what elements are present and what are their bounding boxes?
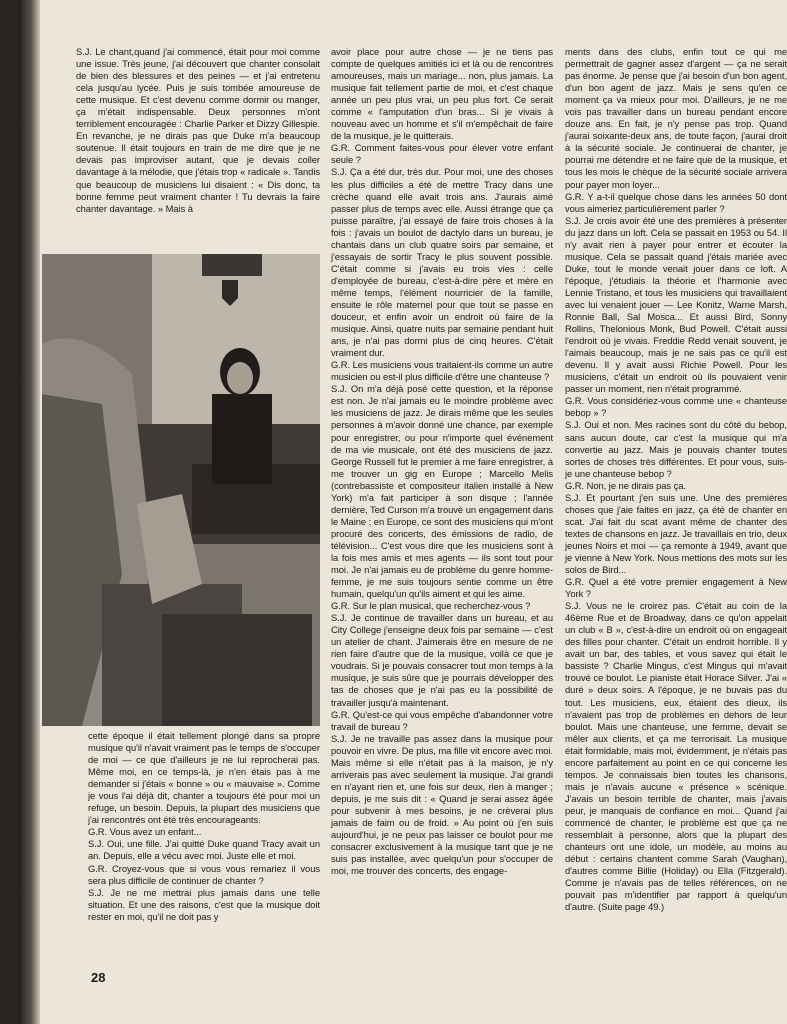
paragraph: G.R. Qu'est-ce qui vous empêche d'abandonner votre travail de bureau ?: [331, 708, 556, 732]
paragraph: S.J. Je crois avoir été une des premières à présenter du jazz dans un loft. Cela se passait en 1953 ou 54. Il n'y avait rien à payer pour entrer et écouter la musique. Cela se passait quand j'étais mariée avec Duke, tout le monde venait jouer dans ce loft. A l'époque, j'étudiais la théorie et l'harmonie avec Lennie Tristano, et tous les musiciens qui travaillaient avec lui venaient jouer — Lee Konitz, Warne Marsh, Ronnie Ball, Sal Mosca... Et aussi Bird, Sonny Rollins, Thelonious Monk, Bud Powell. C'était aussi l'endroit où je vivais. Freddie Redd venait souvent, je l'aimais beaucoup, mais je ne sais pas ce qu'il est devenu. Il y avait aussi Richie Powell. Pour les musiciens, c'était un endroit où ils pouvaient venir passer un moment, rien n'était programmé.: [565, 214, 787, 395]
paragraph: G.R. Sur le plan musical, que recherchez-vous ?: [331, 600, 531, 612]
paragraph: ments dans des clubs, enfin tout ce qui me permettrait de gagner assez d'argent — ça ne serait pas énorme. Je pense que j'ai besoin d'un bon agent, d'un bon agent de jazz. Mais je sens qu'en ce moment ça va mieux pour moi. D'ailleurs, je ne me vois pas travailler dans un bureau pendant encore douze ans. En fait, je n'y pense pas trop. Quand j'aurai soixante-deux ans, de toute façon, j'aurai droit à la sécurité sociale. Je continuerai de chanter, je pourrai me détendre et ne faire que de la musique, et tous les mois le chèque de la sécurité sociale arrivera pour payer mon loyer...: [565, 46, 787, 190]
paragraph: S.J. On m'a déjà posé cette question, et la réponse est non. Je n'ai jamais eu le moindre problème avec les musiciens de jazz. Je dirais même que les seules personnes à m'avoir donné une chance, par exemple pour enregistrer, ou pour n'importe quel événement de ma vie musicale, ont été des musiciens de jazz. George Russell fut le premier à me faire enregistrer, à me trouver un gig en Europe ; Marcello Melis (contrebassiste et compositeur italien installé à New York) m'a fait participer à son disque ; l'année dernière, Ted Curson m'a trouvé un engagement dans le Maine ; en Europe, ce sont des musiciens qui m'ont procuré des concerts, des émissions de radio, de télévision... C'est vous dire que les musiciens sont à la fois mes amis et mes agents — ils sont tout pour moi. Je n'ai jamais eu de problème du genre homme-femme, je me suis toujours sentie comme un être humain, quelqu'un qu'ils aiment et qui les aime.: [331, 383, 556, 600]
paragraph: G.R. Vous considériez-vous comme une « chanteuse bebop » ?: [565, 395, 787, 419]
column-1-top: [76, 46, 323, 215]
paragraph: S.J. Ça a été dur, très dur. Pour moi, une des choses les plus difficiles a été de mettre Tracy dans une crèche quand elle avait trois ans. J'aurais aimé passer plus de temps avec elle. Aussi étrange que ça puisse paraître, j'ai essayé de faire trois choses à la fois : j'avais un boulot de dactylo dans un bureau, je chantais dans un club quatre soirs par semaine, et j'essayais de sortir Tracy le plus souvent possible. C'était comme si j'avais eu trois vies : celle d'employée de bureau, c'est-à-dire père et mère en même temps, l'élément nourricier de la famille, ensuite le rôle maternel pour que tout se passe en douceur, et enfin avoir un endroit où faire de la musique. Ainsi, quatre nuits par semaine pendant huit ans, je n'ai pas dormi plus de cinq heures. C'était vraiment dur.: [331, 166, 556, 359]
paragraph: S.J. Je continue de travailler dans un bureau, et au City College j'enseigne deux fois par semaine — c'est un atelier de chant. J'aimerais être en mesure de ne rien faire d'autre que de la musique, voilà ce que je voudrais. Si je pouvais consacrer tout mon temps à la musique, je suis sûre que je pourrais développer des tas de choses que je n'ai pas eu la possibilité de travailler jusqu'à maintenant.: [331, 612, 556, 708]
paragraph: G.R. Vous avez un enfant...: [88, 826, 202, 838]
paragraph: avoir place pour autre chose — je ne tiens pas compte de quelques amitiés ici et là ou de rencontres amoureuses, mais un mariage... non, plus jamais. La musique fait tellement partie de moi, et c'est chaque année un peu plus vrai, un peu plus fort. Ce serait comme « l'amputation d'un bras... Si je vivais à nouveau avec un homme et s'il m'empêchait de faire de la musique, je le quitterais.: [331, 46, 556, 142]
column-1-bottom: [88, 730, 323, 923]
paragraph: S.J. Vous ne le croirez pas. C'était au coin de la 46ème Rue et de Broadway, dans ce qu'on appelait un club « B », c'est-à-dire un endroit où on engageait des filles pour chanter. C'était un endroit horrible. Il y avait un bar, des tables, et vous savez qui était le bassiste ? Charlie Mingus, c'est Mingus qui m'avait trouvé ce boulot. Le pianiste était Horace Silver. J'ai « duré » deux soirs. A l'époque, je ne buvais pas du tout. Les musiciens, eux, étaient des dieux, ils n'avaient pas trop de problèmes en dehors de leur boulot. Mais une chanteuse, une femme, devait se mêler aux clients, et ça me terrorisait. La musique était formidable, mais moi, évidemment, je n'étais pas encore parfaitement au point en ce qui concerne les tempos. Je connaissais bien toutes les chansons, mais je n'avais aucune « présence » scénique. J'avais un besoin terrible de chanter, mais j'avais peur, je manquais de confiance en moi... Quand j'ai commencé de chanter, le problème est que ça ne ressemblait à personne, alors que la plupart des chanteurs ont une idole, un modèle, au moins au début : certains chantent comme Sarah (Vaughan), d'autres comme Billie (Holiday) ou Ella (Fitzgerald). Comme je n'avais pas de telles références, on ne pouvait pas m'identifier par rapport à quelqu'un d'autre. (Suite page 49.): [565, 600, 787, 913]
paragraph: S.J. Oui, une fille. J'ai quitté Duke quand Tracy avait un an. Depuis, elle a vécu avec moi. Juste elle et moi.: [88, 838, 323, 862]
paragraph: G.R. Comment faites-vous pour élever votre enfant seule ?: [331, 142, 556, 166]
paragraph: G.R. Croyez-vous que si vous vous remariez il vous sera plus difficile de continuer de chanter ?: [88, 862, 323, 886]
column-3: [565, 46, 787, 913]
paragraph: S.J. Oui et non. Mes racines sont du côté du bebop, sans aucun doute, car c'est la musique qui m'a convertie au jazz. Mais je pouvais chanter toutes sortes de choses très différentes. Et pour vous, suis-je une chanteuse bebop ?: [565, 419, 787, 479]
paragraph: cette époque il était tellement plongé dans sa propre musique qu'il n'avait vraiment pas le temps de s'occuper de moi — ce que d'ailleurs je ne lui reprocherai pas. Même moi, en ce temps-là, je n'en étais pas à me demander si j'étais « bonne » ou « mauvaise ». Comme je vous l'ai déjà dit, chanter a toujours été pour moi un refuge, un besoin. Depuis, la plupart des musiciens que j'ai rencontrés ont été très encourageants.: [88, 730, 323, 826]
magazine-page: [18, 0, 787, 1024]
paragraph: S.J. Je ne me mettrai plus jamais dans une telle situation. Et une des raisons, c'est que la musique doit rester en moi, qu'il ne doit pas y: [88, 886, 323, 922]
paragraph: G.R. Les musiciens vous traitaient-ils comme un autre musicien ou est-il plus difficile d'être une chanteuse ?: [331, 359, 556, 383]
paragraph: S.J. Je ne travaille pas assez dans la musique pour pouvoir en vivre. De plus, ma fille vit encore avec moi. Mais même si elle n'était pas à la maison, je n'y arriverais pas avec seulement la musique. J'ai grandi en n'ayant rien et, une fois sur deux, rien à manger ; depuis, je me suis dit : « Quand je serai assez âgée pour subvenir à mes besoins, je ne crèverai plus jamais de faim ou de froid. » Au point où j'en suis aujourd'hui, je ne peux pas laisser ce boulot pour me consacrer exclusivement à la musique tant que je ne suis pas installée, avec quelqu'un pour s'occuper de moi, me trouver des concerts, des engage-: [331, 732, 556, 877]
paragraph: S.J. Le chant,quand j'ai commencé, était pour moi comme une issue. Très jeune, j'ai découvert que chanter consolait de bien des blessures et des peines — et j'ai entretenu cela jusqu'au lycée. Puis je suis tombée amoureuse de cette musique. Et c'est devenu comme dormir ou manger, ça m'était indispensable. Deux personnes m'ont terriblement encouragée : Charlie Parker et Dizzy Gillespie. En revanche, je ne dirais pas que Duke m'a beaucoup soutenue. Il était toujours en train de me dire que je ne devais pas improviser autant, que je devais coller davantage à la mélodie, que j'étais trop « radicale ». Tandis que beaucoup de musiciens lui disaient : « Dis donc, ta bonne femme peut vraiment chanter ! Tu devrais la faire chanter davantage. » Mais à: [76, 46, 323, 214]
binding-gutter: [18, 0, 40, 1024]
page-number: 28: [91, 970, 106, 985]
paragraph: G.R. Non, je ne dirais pas ça.: [565, 479, 686, 491]
paragraph: G.R. Quel a été votre premier engagement à New York ?: [565, 576, 787, 600]
column-2: [331, 46, 556, 877]
paragraph: S.J. Et pourtant j'en suis une. Une des premières choses que j'aie faites en jazz, ça été de chanter en scat. J'ai fait du scat avant même de chanter des textes de chansons en jazz. Je travaillais en trio, deux jeunes Noirs et moi — ça remonte à 1949, avant que je vienne à New York. Nous mettions des mots sur les solos de Bird...: [565, 491, 787, 576]
photo-illustration: [42, 254, 320, 726]
photo-singer-on-sofa: [42, 254, 320, 726]
paragraph: G.R. Y a-t-il quelque chose dans les années 50 dont vous aimeriez particulièrement parler ?: [565, 190, 787, 214]
